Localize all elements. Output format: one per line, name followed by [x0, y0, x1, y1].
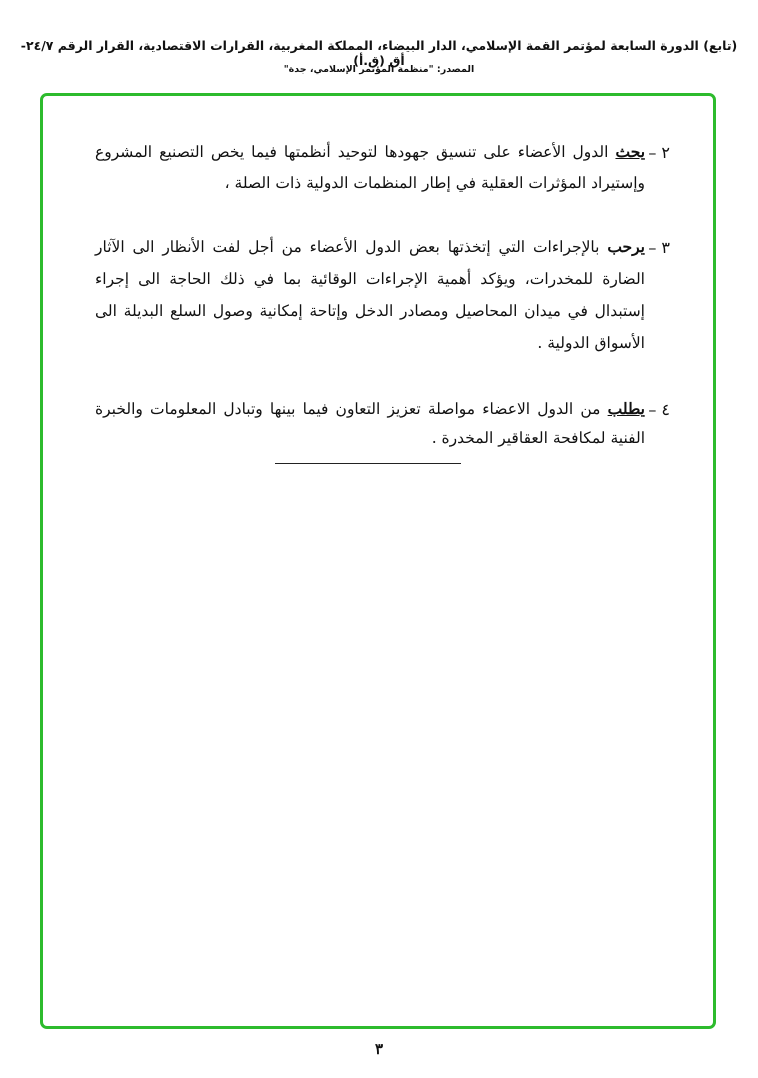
item-keyword: يحث: [615, 142, 646, 161]
item-line: إستبدال في ميدان المحاصيل ومصادر الدخل وإتاحة إمكانية وصول السلع البديلة الى: [95, 302, 645, 320]
item-number: ٣ –: [648, 238, 670, 257]
item-number: ٤ –: [648, 400, 670, 419]
item-text: بالإجراءات التي إتخذتها بعض الدول الأعضاء من أجل لفت الأنظار الى الآثار: [95, 238, 600, 256]
item-text: الدول الأعضاء على تنسيق جهودها لتوحيد أنظمتها فيما يخص التصنيع المشروع: [95, 143, 609, 161]
item-line: [95, 237, 645, 256]
item-line: الضارة للمخدرات، ويؤكد أهمية الإجراءات الوقائية بما في ذلك الحاجة الى إجراء: [95, 270, 645, 288]
item-line: الفنية لمكافحة العقاقير المخدرة .: [431, 429, 645, 447]
document-header-title: (تابع) الدورة السابعة لمؤتمر القمة الإسلامي، الدار البيضاء، المملكة المغربية، القرارات الاقتصادية، القرار الرقم ٢٤/٧-أق (ق.أ): [20, 38, 738, 68]
item-number: ٢ –: [648, 143, 670, 162]
document-source: المصدر: "منظمة المؤتمر الإسلامي، جدة": [283, 64, 475, 75]
item-line: وإستيراد المؤثرات العقلية في إطار المنظمات الدولية ذات الصلة ،: [224, 174, 645, 192]
item-line: الأسواق الدولية .: [537, 334, 645, 352]
item-keyword: يرحب: [607, 237, 645, 256]
content-frame: [40, 93, 716, 1029]
page-number: ٣: [374, 1040, 384, 1058]
item-keyword: يطلب: [607, 399, 645, 418]
item-text: من الدول الاعضاء مواصلة تعزيز التعاون فيما بينها وتبادل المعلومات والخبرة: [95, 400, 601, 418]
item-line: [95, 142, 645, 161]
end-rule: [275, 463, 461, 464]
item-line: [95, 399, 645, 418]
